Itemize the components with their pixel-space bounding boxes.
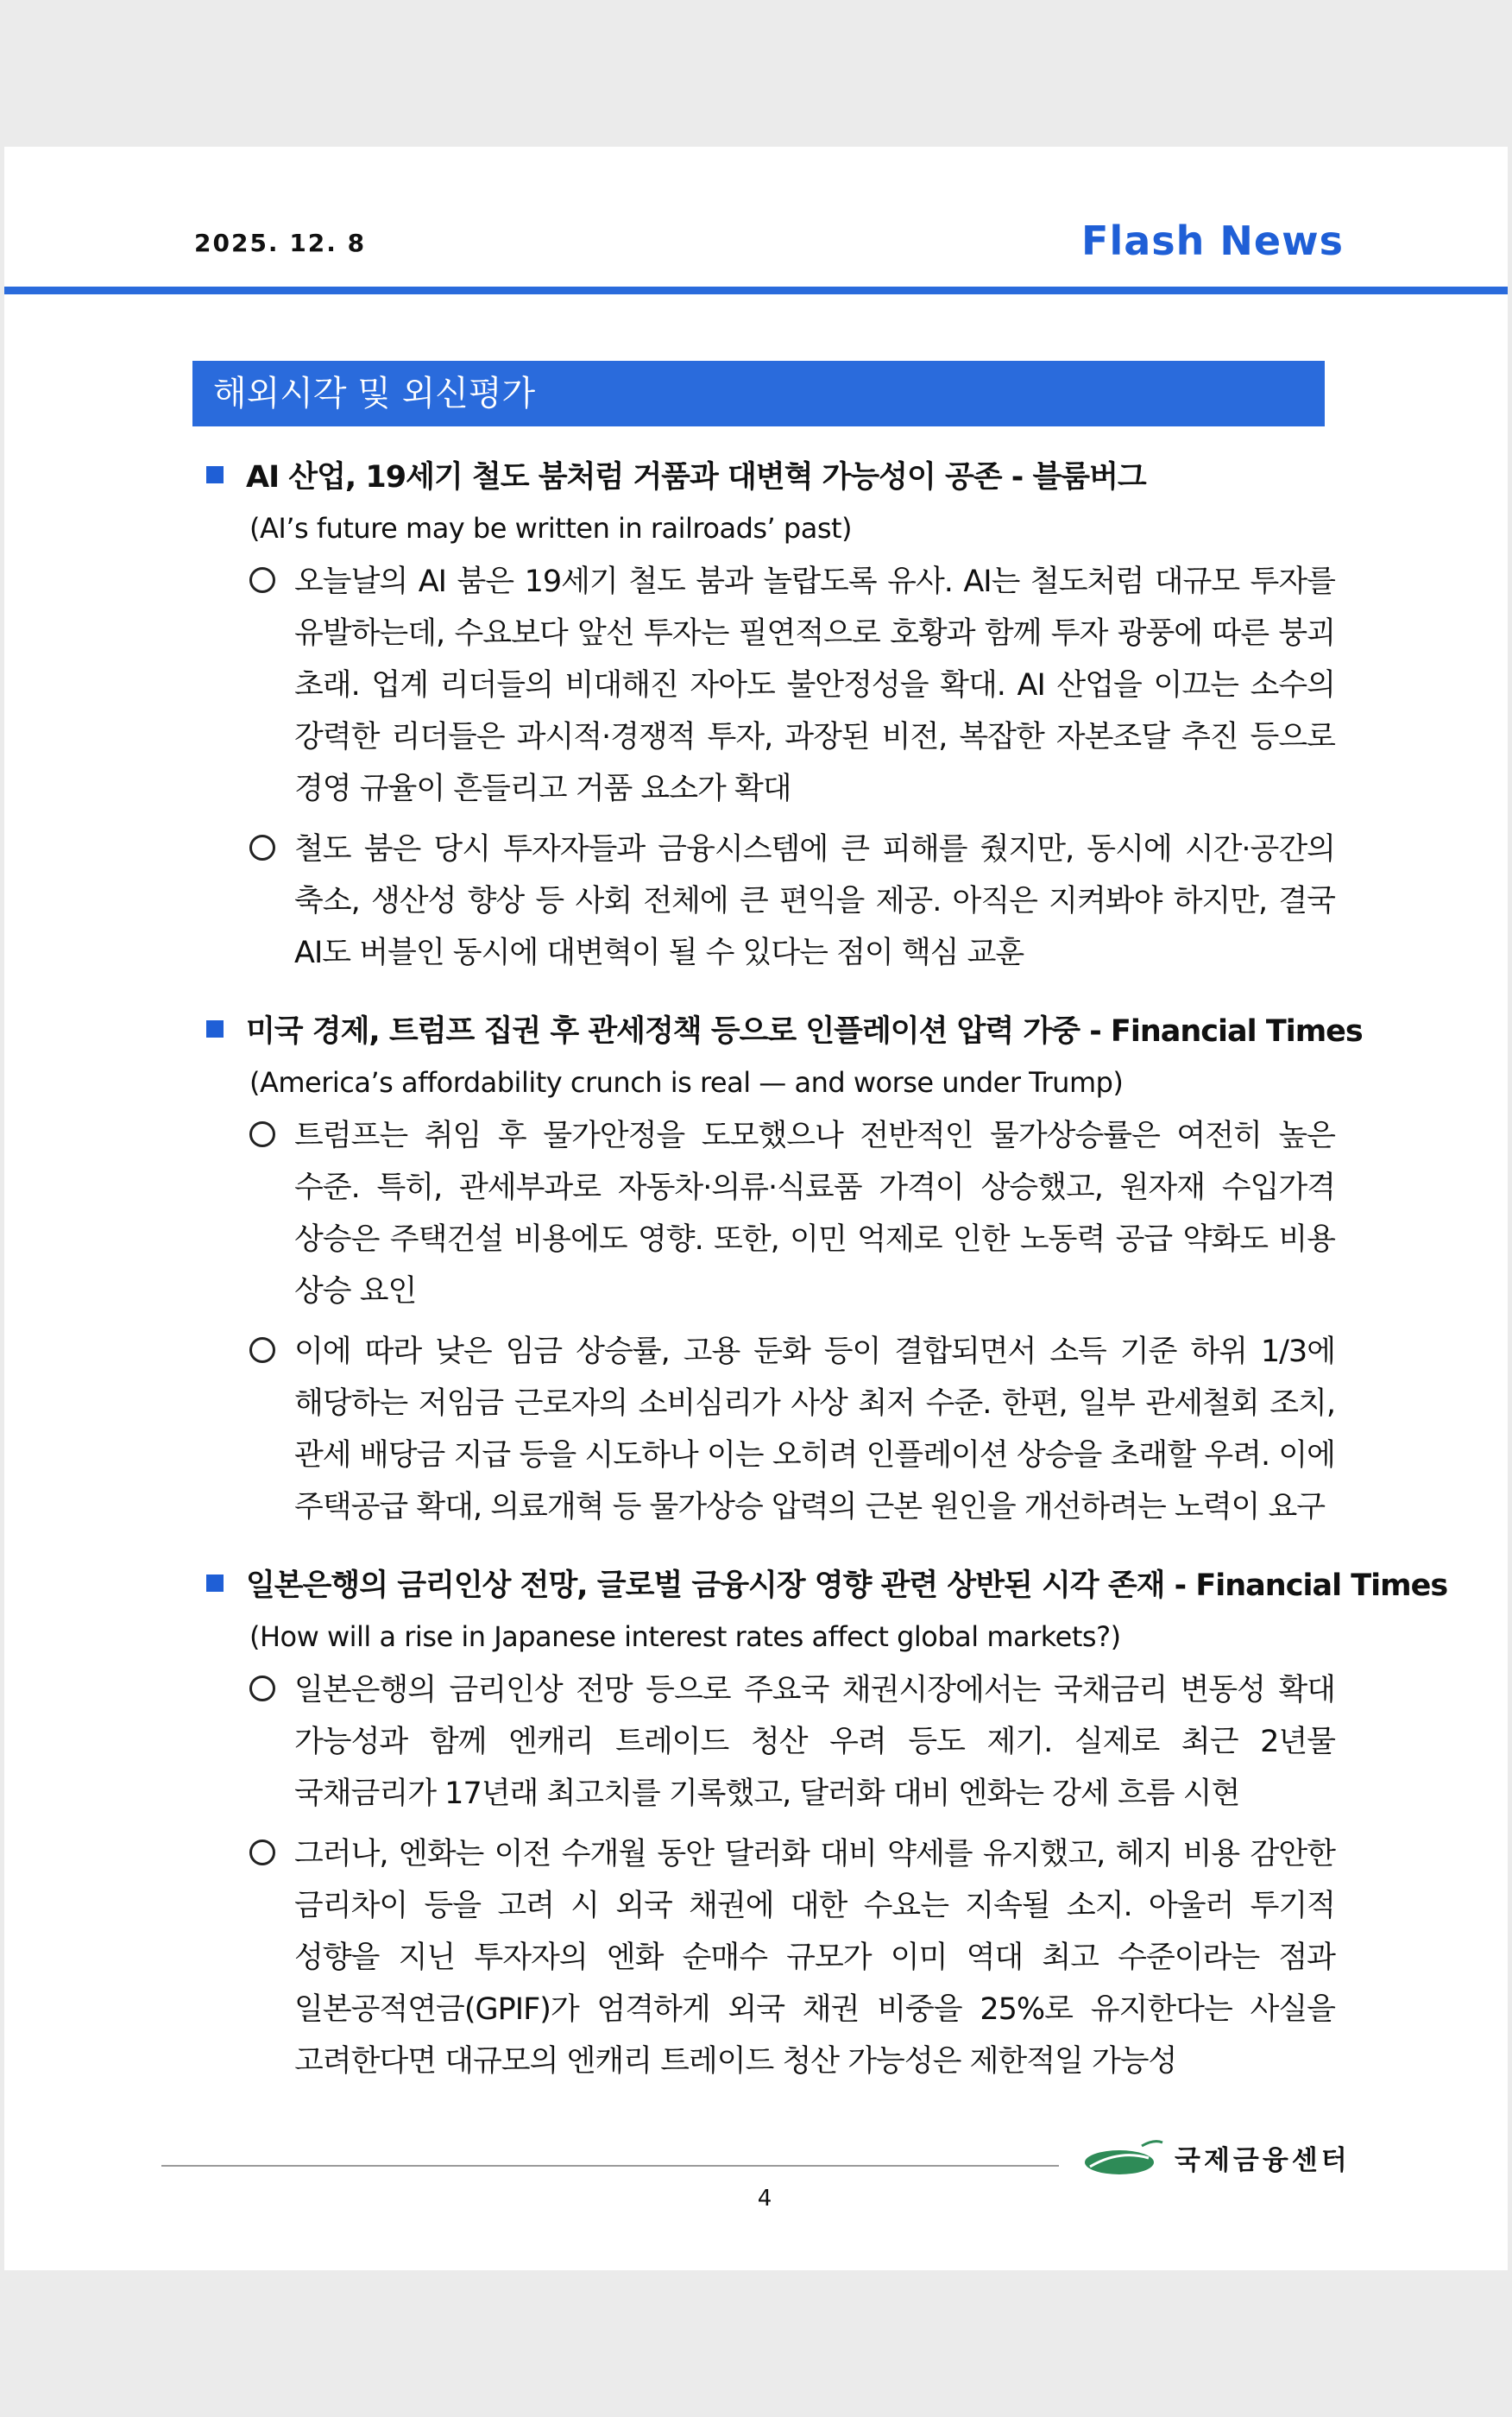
article-bullet xyxy=(205,1110,1335,1324)
org-logo xyxy=(1081,2137,1351,2177)
circle-bullet-icon xyxy=(249,567,275,593)
header-divider xyxy=(4,287,1508,294)
article-bullet xyxy=(205,1828,1335,2094)
bullet-text: 그러나, 엔화는 이전 수개월 동안 달러화 대비 약세를 유지했고, 헤지 비용 감안한 금리차이 등을 고려 시 외국 채권에 대한 수요는 지속될 소지. 아울러 투기적 성향을 지닌 투자자의 엔화 순매수 규모가 이미 역대 최고 수준이라는 점과 일본공적연금(GPIF)가 엄격하게 외국 채권 비중을 25%로 유지한다는 사실을 고려한다면 대규모의 엔캐리 트레이드 청산 가능성은 제한적일 가능성 xyxy=(294,1837,1335,2079)
kcif-leaf-icon xyxy=(1081,2137,1164,2177)
bullet-text: 오늘날의 AI 붐은 19세기 철도 붐과 놀랍도록 유사. AI는 철도처럼 대규모 투자를 유발하는데, 수요보다 앞선 투자는 필연적으로 호황과 함께 투자 광풍에 따른 붕괴 초래. 업계 리더들의 비대해진 자아도 불안정성을 확대. AI 산업을 이끄는 소수의 강력한 리더들은 과시적·경쟁적 투자, 과장된 비전, 복잡한 자본조달 추진 등으로 경영 규율이 흔들리고 거품 요소가 확대 xyxy=(294,565,1335,806)
circle-bullet-icon xyxy=(249,1840,275,1865)
circle-bullet-icon xyxy=(249,1675,275,1701)
article-title: 일본은행의 금리인상 전망, 글로벌 금융시장 영향 관련 상반된 시각 존재 - Financial Times xyxy=(246,1568,1448,1603)
article-1 xyxy=(205,447,1335,986)
footer-divider xyxy=(161,2165,1059,2167)
section-banner: 해외시각 및 외신평가 xyxy=(192,361,1325,426)
org-name: 국제금융센터 xyxy=(1175,2144,1351,2176)
report-title: Flash News xyxy=(1081,218,1344,264)
article-title: AI 산업, 19세기 철도 붐처럼 거품과 대변혁 가능성이 공존 - 블룸버그 xyxy=(246,460,1146,495)
article-source-title: (AI’s future may be written in railroads’ past) xyxy=(249,512,853,545)
square-bullet-icon xyxy=(206,1575,224,1592)
article-source-title: (America’s affordability crunch is real — and worse under Trump) xyxy=(249,1066,1124,1099)
circle-bullet-icon xyxy=(249,1337,275,1363)
square-bullet-icon xyxy=(206,466,224,483)
circle-bullet-icon xyxy=(249,1121,275,1147)
article-2 xyxy=(205,1001,1363,1540)
article-bullet xyxy=(205,1326,1335,1540)
bullet-text: 이에 따라 낮은 임금 상승률, 고용 둔화 등이 결합되면서 소득 기준 하위 1/3에 해당하는 저임금 근로자의 소비심리가 사상 최저 수준. 한편, 일부 관세철회 조치, 관세 배당금 지급 등을 시도하나 이는 오히려 인플레이션 상승을 초래할 우려. 이에 주택공급 확대, 의료개혁 등 물가상승 압력의 근본 원인을 개선하려는 노력이 요구 xyxy=(294,1335,1335,1524)
article-heading xyxy=(205,447,1335,502)
article-3 xyxy=(205,1556,1448,2094)
square-bullet-icon xyxy=(206,1020,224,1038)
bullet-text: 철도 붐은 당시 투자자들과 금융시스템에 큰 피해를 줬지만, 동시에 시간·공간의 축소, 생산성 향상 등 사회 전체에 큰 편익을 제공. 아직은 지켜봐야 하지만, 결국 AI도 버블인 동시에 대변혁이 될 수 있다는 점이 핵심 교훈 xyxy=(294,832,1335,970)
article-source-title: (How will a rise in Japanese interest rates affect global markets?) xyxy=(249,1620,1121,1653)
article-bullet xyxy=(205,824,1335,986)
article-list xyxy=(205,447,1448,2110)
article-title: 미국 경제, 트럼프 집권 후 관세정책 등으로 인플레이션 압력 가중 - Financial Times xyxy=(246,1014,1363,1049)
document-page xyxy=(4,147,1508,2270)
report-date: 2025. 12. 8 xyxy=(194,229,367,257)
article-heading xyxy=(205,1556,1448,1611)
circle-bullet-icon xyxy=(249,835,275,861)
bullet-text: 일본은행의 금리인상 전망 등으로 주요국 채권시장에서는 국채금리 변동성 확대 가능성과 함께 엔캐리 트레이드 청산 우려 등도 제기. 실제로 최근 2년물 국채금리가 17년래 최고치를 기록했고, 달러화 대비 엔화는 강세 흐름 시현 xyxy=(294,1673,1335,1811)
bullet-text: 트럼프는 취임 후 물가안정을 도모했으나 전반적인 물가상승률은 여전히 높은 수준. 특히, 관세부과로 자동차·의류·식료품 가격이 상승했고, 원자재 수입가격 상승은 주택건설 비용에도 영향. 또한, 이민 억제로 인한 노동력 공급 약화도 비용 상승 요인 xyxy=(294,1119,1335,1309)
article-heading xyxy=(205,1001,1363,1057)
page-number: 4 xyxy=(757,2186,772,2212)
article-bullet xyxy=(205,556,1335,822)
article-bullet xyxy=(205,1664,1335,1827)
